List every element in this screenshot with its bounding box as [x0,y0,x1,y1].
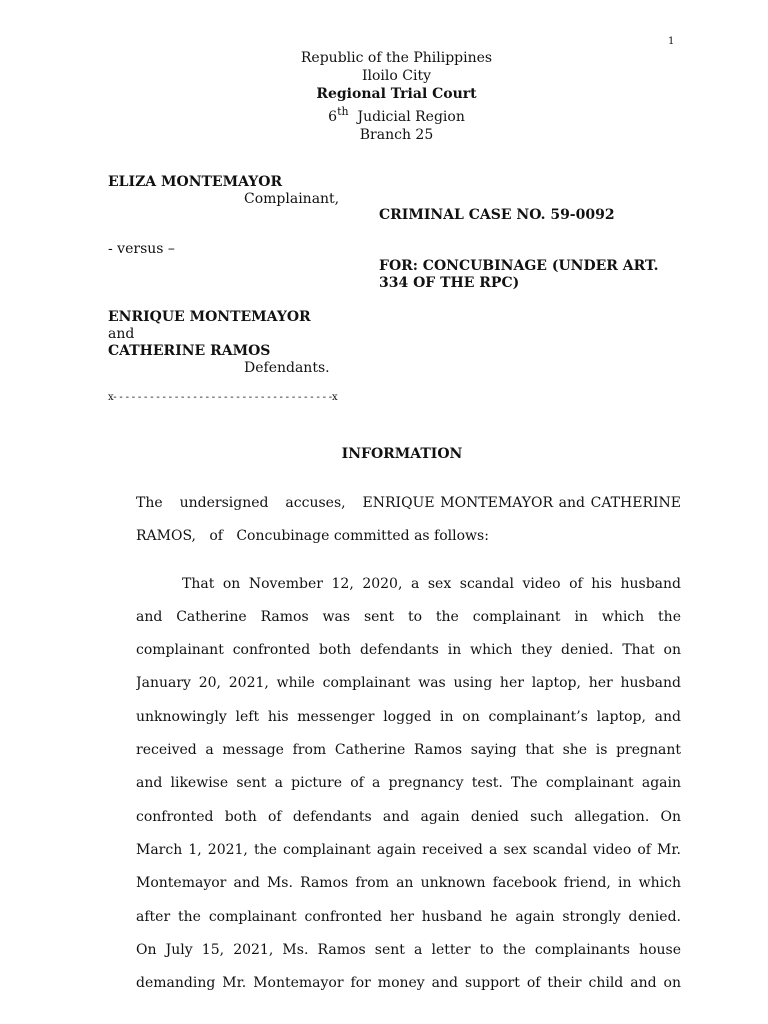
body-line: complainant confronted both defendants in which they denied. That on [136,642,681,659]
body-line: received a message from Catherine Ramos saying that she is pregnant [136,742,681,759]
complainant-role: Complainant, [244,191,340,207]
document-title: INFORMATION [341,446,463,462]
case-nature-line2: 334 OF THE RPC) [379,275,520,291]
header-region: 6th Judicial Region [328,105,465,125]
header-branch: Branch 25 [359,127,434,143]
body-line: Montemayor and Ms. Ramos from an unknown facebook friend, in which [136,875,681,892]
body-line: confronted both of defendants and again denied such allegation. On [136,808,681,825]
court-header [0,49,768,144]
case-number: CRIMINAL CASE NO. 59-0092 [379,207,615,223]
defendants-role: Defendants. [244,360,330,376]
defendant-1: ENRIQUE MONTEMAYOR [108,309,311,325]
header-city: Iloilo City [362,68,431,84]
body-line: That on November 12, 2020, a sex scandal video of his husband [182,575,681,592]
versus-label: - versus – [108,241,175,257]
and-label: and [108,326,135,342]
header-republic: Republic of the Philippines [300,50,493,66]
document-body [136,487,681,1000]
defendant-2: CATHERINE RAMOS [108,343,271,359]
page-number: 1 [668,36,675,47]
case-nature-line1: FOR: CONCUBINAGE (UNDER ART. [379,258,659,274]
complainant-name: ELIZA MONTEMAYOR [108,174,283,190]
body-line: March 1, 2021, the complainant again received a sex scandal video of Mr. [136,841,681,858]
body-line: On July 15, 2021, Ms. Ramos sent a letter to the complainants house [136,941,681,958]
body-line: after the complainant confronted her husband he again strongly denied. [136,908,681,925]
body-line: January 20, 2021, while complainant was using her laptop, her husband [136,675,681,692]
intro-line: RAMOS, of Concubinage committed as follows: [136,528,489,545]
body-line: unknowingly left his messenger logged in on complainant’s laptop, and [136,708,681,725]
header-court: Regional Trial Court [316,86,477,102]
intro-line: The undersigned accuses, ENRIQUE MONTEMAYOR and CATHERINE [136,495,681,511]
body-line: and likewise sent a picture of a pregnancy test. The complainant again [136,775,681,792]
body-line: and Catherine Ramos was sent to the complainant in which the [136,608,681,625]
body-line: demanding Mr. Montemayor for money and support of their child and on [136,975,681,992]
caption-separator: x- - - - - - - - - - - - - - - - - - - - - - - - - - - - - - - - - - - -x [108,392,338,403]
